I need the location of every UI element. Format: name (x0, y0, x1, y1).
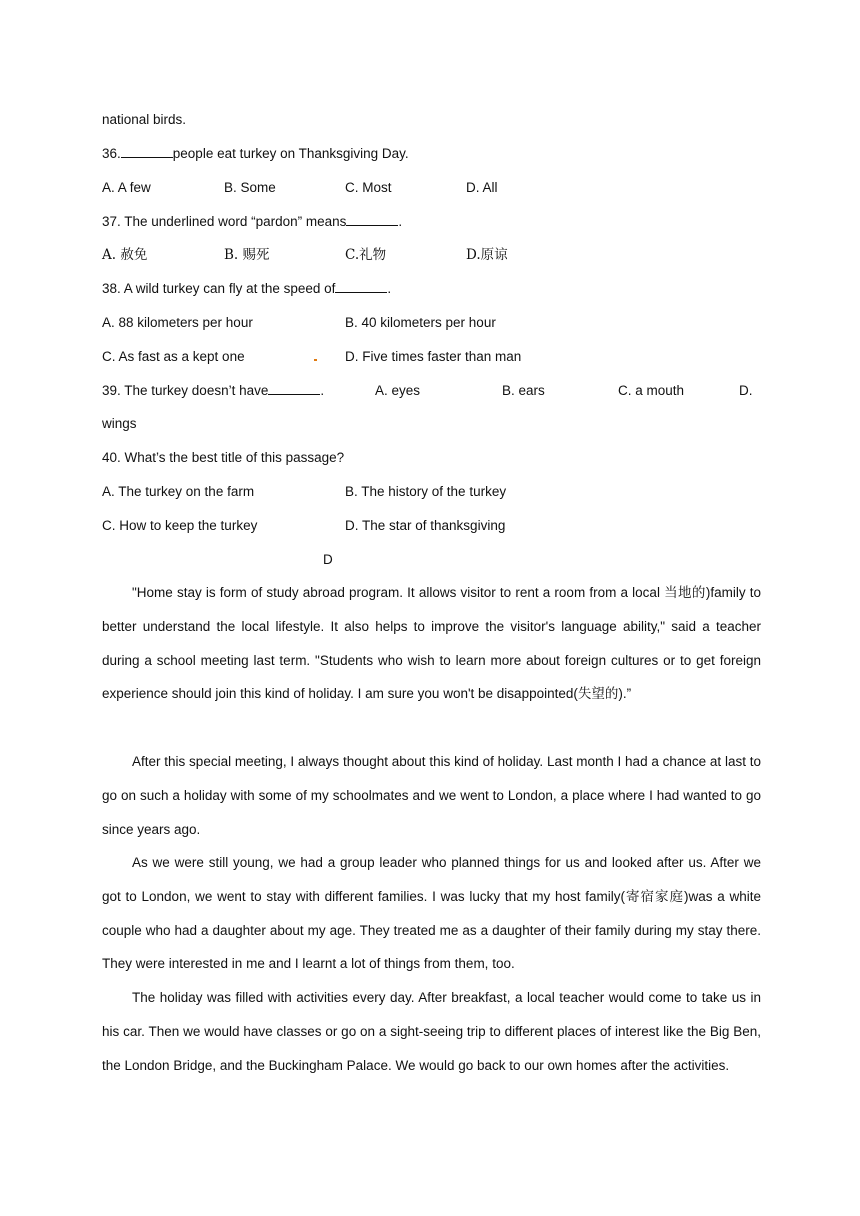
question-40-option-b: B. The history of the turkey (345, 484, 507, 499)
answer-blank (335, 280, 387, 293)
question-38-option-c: C. As fast as a kept one (102, 349, 245, 364)
question-38-stem (102, 280, 391, 298)
question-36-option-c: C. Most (345, 180, 392, 195)
question-36-stem (102, 145, 409, 163)
question-37-option-b: B. 赐死 (224, 247, 270, 263)
question-38-option-a: A. 88 kilometers per hour (102, 315, 253, 330)
question-37-stem (102, 213, 402, 231)
question-36-number: 36. (102, 146, 121, 161)
question-36-option-d: D. All (466, 180, 498, 195)
answer-blank (346, 213, 398, 226)
question-38-option-d: D. Five times faster than man (345, 349, 522, 364)
question-39-option-d-label: D. (739, 383, 753, 398)
question-36-text: people eat turkey on Thanksgiving Day. (172, 146, 409, 161)
stray-mark (314, 359, 317, 361)
question-36-option-b: B. Some (224, 180, 276, 195)
question-37-option-a: A. 赦免 (102, 247, 148, 263)
section-label: D (323, 552, 333, 567)
question-40-option-a: A. The turkey on the farm (102, 484, 255, 499)
question-39-end: . (320, 383, 325, 398)
question-40-option-d: D. The star of thanksgiving (345, 518, 506, 533)
question-39-option-d-text: wings (102, 416, 137, 431)
question-40-option-c: C. How to keep the turkey (102, 518, 258, 533)
question-37-option-d: D.原谅 (466, 247, 508, 263)
question-38-option-b: B. 40 kilometers per hour (345, 315, 496, 330)
question-39-option-b: B. ears (502, 383, 545, 398)
previous-passage-tail: national birds. (102, 112, 187, 127)
question-39-option-a: A. eyes (375, 383, 421, 398)
passage-paragraph-4: The holiday was filled with activities every day. After breakfast, a local teacher would come to take us in his car. Then we would have classes or go on a sight-seeing trip to different places of interest like the Big Ben, the London Bridge, and the Buckingham Palace. We would go back to our own homes after the activities. (102, 990, 761, 1073)
question-37-option-c: C.礼物 (345, 247, 387, 263)
question-40-stem: 40. What’s the best title of this passage? (102, 450, 345, 465)
passage-paragraph-2: After this special meeting, I always thought about this kind of holiday. Last month I had a chance at last to go on such a holiday with some of my schoolmates and we went to London, a place where I had wanted to go since years ago. (102, 754, 761, 837)
question-39-text: 39. The turkey doesn’t have (102, 383, 269, 398)
passage-paragraph-1: "Home stay is form of study abroad program. It allows visitor to rent a room from a local 当地的)family to better understand the local lifestyle. It also helps to improve the visitor's language ability," said a teacher during a school meeting last term. "Students who wish to learn more about foreign cultures or to get foreign experience should join this kind of holiday. I am sure you won't be disappointed(失望的).” (102, 585, 761, 702)
question-38-end: . (387, 281, 392, 296)
question-36-option-a: A. A few (102, 180, 151, 195)
question-39-stem (102, 382, 324, 400)
question-38-text: 38. A wild turkey can fly at the speed of (102, 281, 336, 296)
question-37-end: . (398, 214, 403, 229)
question-37-text: 37. The underlined word “pardon” means (102, 214, 347, 229)
answer-blank (268, 382, 320, 395)
answer-blank (121, 145, 173, 158)
question-39-option-c: C. a mouth (618, 383, 685, 398)
passage-paragraph-3: As we were still young, we had a group leader who planned things for us and looked after us. After we got to London, we went to stay with different families. I was lucky that my host family(寄宿家庭)was a white couple who had a daughter about my age. They treated me as a daughter of their family during my stay there. They were interested in me and I learnt a lot of things from them, too. (102, 855, 761, 972)
